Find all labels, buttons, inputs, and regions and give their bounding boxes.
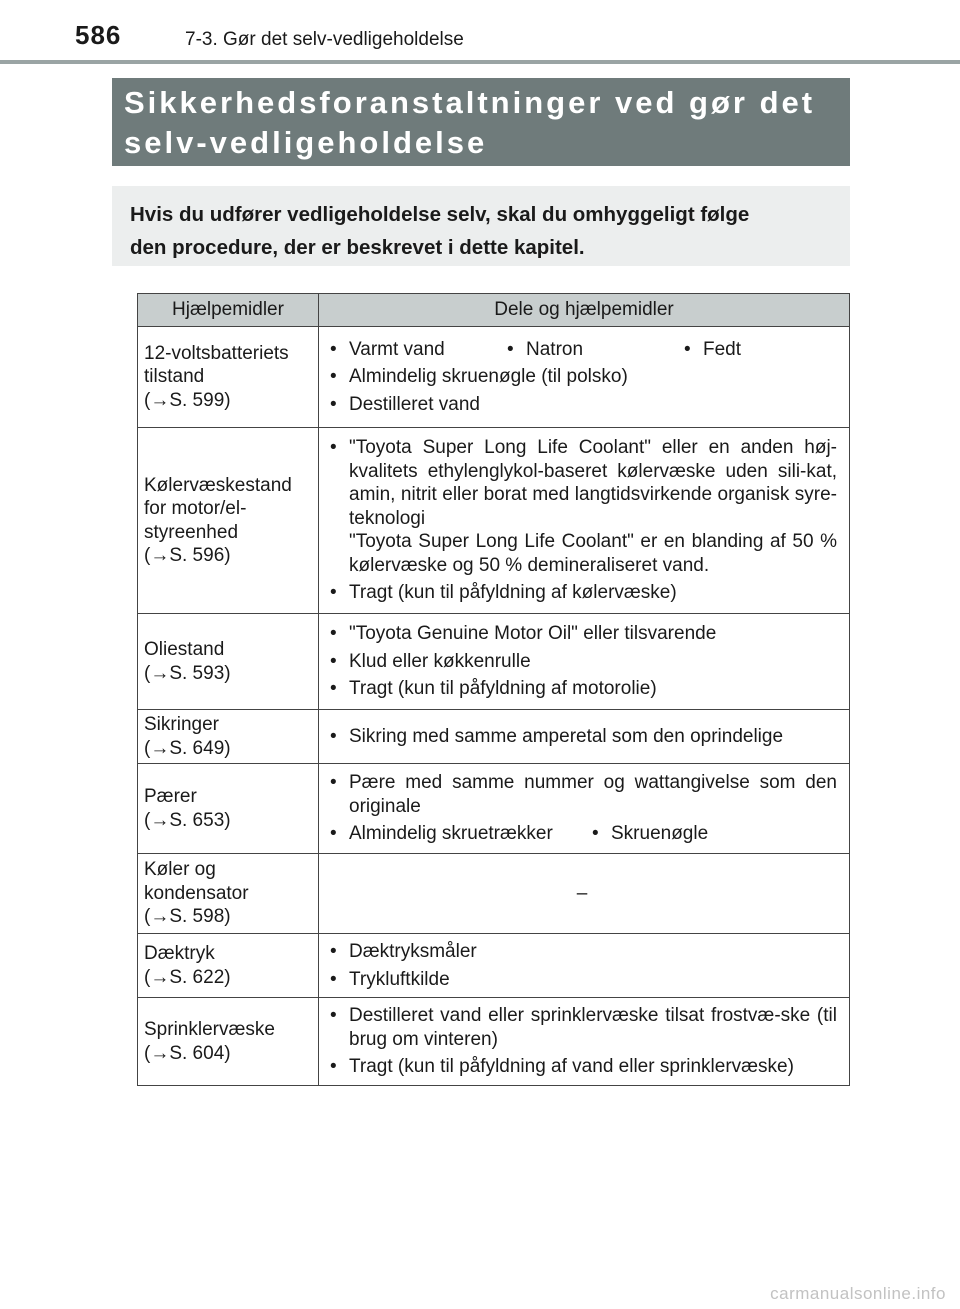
item-text: for motor/el- [144, 498, 247, 519]
list-item [327, 436, 837, 577]
list-item: • Klud eller køkkenrulle [327, 650, 837, 674]
list-item: • Pære med samme nummer og wattangivelse som den originale [327, 771, 837, 818]
list-item: • Tragt (kun til påfyldning af motorolie) [327, 677, 837, 701]
parts-cell [319, 934, 850, 998]
parts-cell [319, 428, 850, 614]
section-header: 7-3. Gør det selv-vedligeholdelse [185, 29, 464, 50]
item-cell [138, 934, 319, 998]
list-item: • Sikring med samme amperetal som den oprindelige [327, 725, 837, 749]
list-item: • Tragt (kun til påfyldning af vand eller sprinklervæske) [327, 1055, 837, 1079]
item-text: Sikringer [144, 714, 219, 735]
title-line-1: Sikkerhedsforanstaltninger ved gør det [124, 85, 816, 120]
page-number: 586 [75, 20, 122, 50]
list-item: • Dæktryksmåler [327, 940, 837, 964]
intro-line-2: den procedure, der er beskrevet i dette kapitel. [130, 236, 585, 259]
inline-bullets [327, 822, 837, 846]
title-box [112, 78, 850, 166]
parts-cell [319, 710, 850, 764]
inline-bullets [327, 338, 837, 362]
list-item: • Almindelig skruenøgle (til polsko) [327, 365, 837, 389]
item-cell [138, 710, 319, 764]
item-text: kondensator [144, 882, 249, 904]
page-reference: (→S. 604) [144, 1042, 231, 1064]
watermark: carmanualsonline.info [770, 1284, 946, 1303]
item-text: styreenhed [144, 521, 239, 543]
item-cell [138, 998, 319, 1086]
item-cell [138, 764, 319, 854]
table-row [138, 614, 850, 710]
list-item: • Destilleret vand [327, 393, 837, 417]
list-item: • Natron [504, 338, 681, 362]
list-item-text: "Toyota Super Long Life Coolant" eller en anden høj-kvalitets ethylenglykol-baseret kølervæske uden sili-kat, amin, nitrit eller borat med langtidsvirkende organisk syre-teknologi [349, 437, 837, 529]
list-item: • Almindelig skruetrækker [327, 822, 589, 846]
page-reference: (→S. 599) [144, 389, 231, 411]
column-header-tools: Hjælpemidler [138, 294, 319, 327]
item-cell [138, 327, 319, 428]
table-row [138, 934, 850, 998]
list-item: • "Toyota Genuine Motor Oil" eller tilsvarende [327, 622, 837, 646]
item-cell [138, 854, 319, 934]
intro-box [112, 186, 850, 266]
item-text: 12-voltsbatteriets [144, 342, 289, 364]
table-row [138, 854, 850, 934]
parts-cell [319, 614, 850, 710]
page-reference: (→S. 593) [144, 662, 231, 684]
list-item: • Trykluftkilde [327, 968, 837, 992]
parts-cell [319, 854, 850, 934]
parts-cell [319, 998, 850, 1086]
page-reference: (→S. 653) [144, 809, 231, 831]
parts-cell [319, 764, 850, 854]
item-text: tilstand [144, 366, 205, 388]
item-cell [138, 428, 319, 614]
item-text: Dæktryk [144, 943, 215, 964]
table-row [138, 998, 850, 1086]
page-reference: (→S. 622) [144, 966, 231, 988]
item-text: Køler og [144, 859, 216, 881]
item-cell [138, 614, 319, 710]
empty-dash: – [576, 882, 588, 904]
list-item-note: "Toyota Super Long Life Coolant" er en blanding af 50 % kølervæske og 50 % demineraliseret vand. [349, 531, 837, 576]
intro-line-1: Hvis du udfører vedligeholdelse selv, skal du omhyggeligt følge [130, 203, 750, 226]
table-row [138, 764, 850, 854]
item-text: Oliestand [144, 639, 225, 660]
column-header-parts: Dele og hjælpemidler [319, 294, 850, 327]
list-item: • Destilleret vand eller sprinklervæske tilsat frostvæ-ske (til brug om vinteren) [327, 1004, 837, 1051]
table-row [138, 710, 850, 764]
item-text: Pærer [144, 786, 197, 807]
table-header-row [138, 294, 850, 327]
item-text: Sprinklervæske [144, 1019, 275, 1040]
page-reference: (→S. 649) [144, 737, 231, 759]
table-row [138, 428, 850, 614]
list-item: • Tragt (kun til påfyldning af kølervæske) [327, 581, 837, 605]
header-rule [0, 60, 960, 64]
parts-cell [319, 327, 850, 428]
list-item: • Skruenøgle [589, 822, 708, 846]
list-item: • Fedt [681, 338, 741, 362]
list-item: • Varmt vand [327, 338, 504, 362]
table-row [138, 327, 850, 428]
item-text: Kølervæskestand [144, 474, 292, 496]
page-reference: (→S. 598) [144, 906, 231, 928]
page-reference: (→S. 596) [144, 545, 231, 566]
title-line-2: selv-vedligeholdelse [124, 125, 488, 160]
parts-table [137, 293, 850, 1086]
